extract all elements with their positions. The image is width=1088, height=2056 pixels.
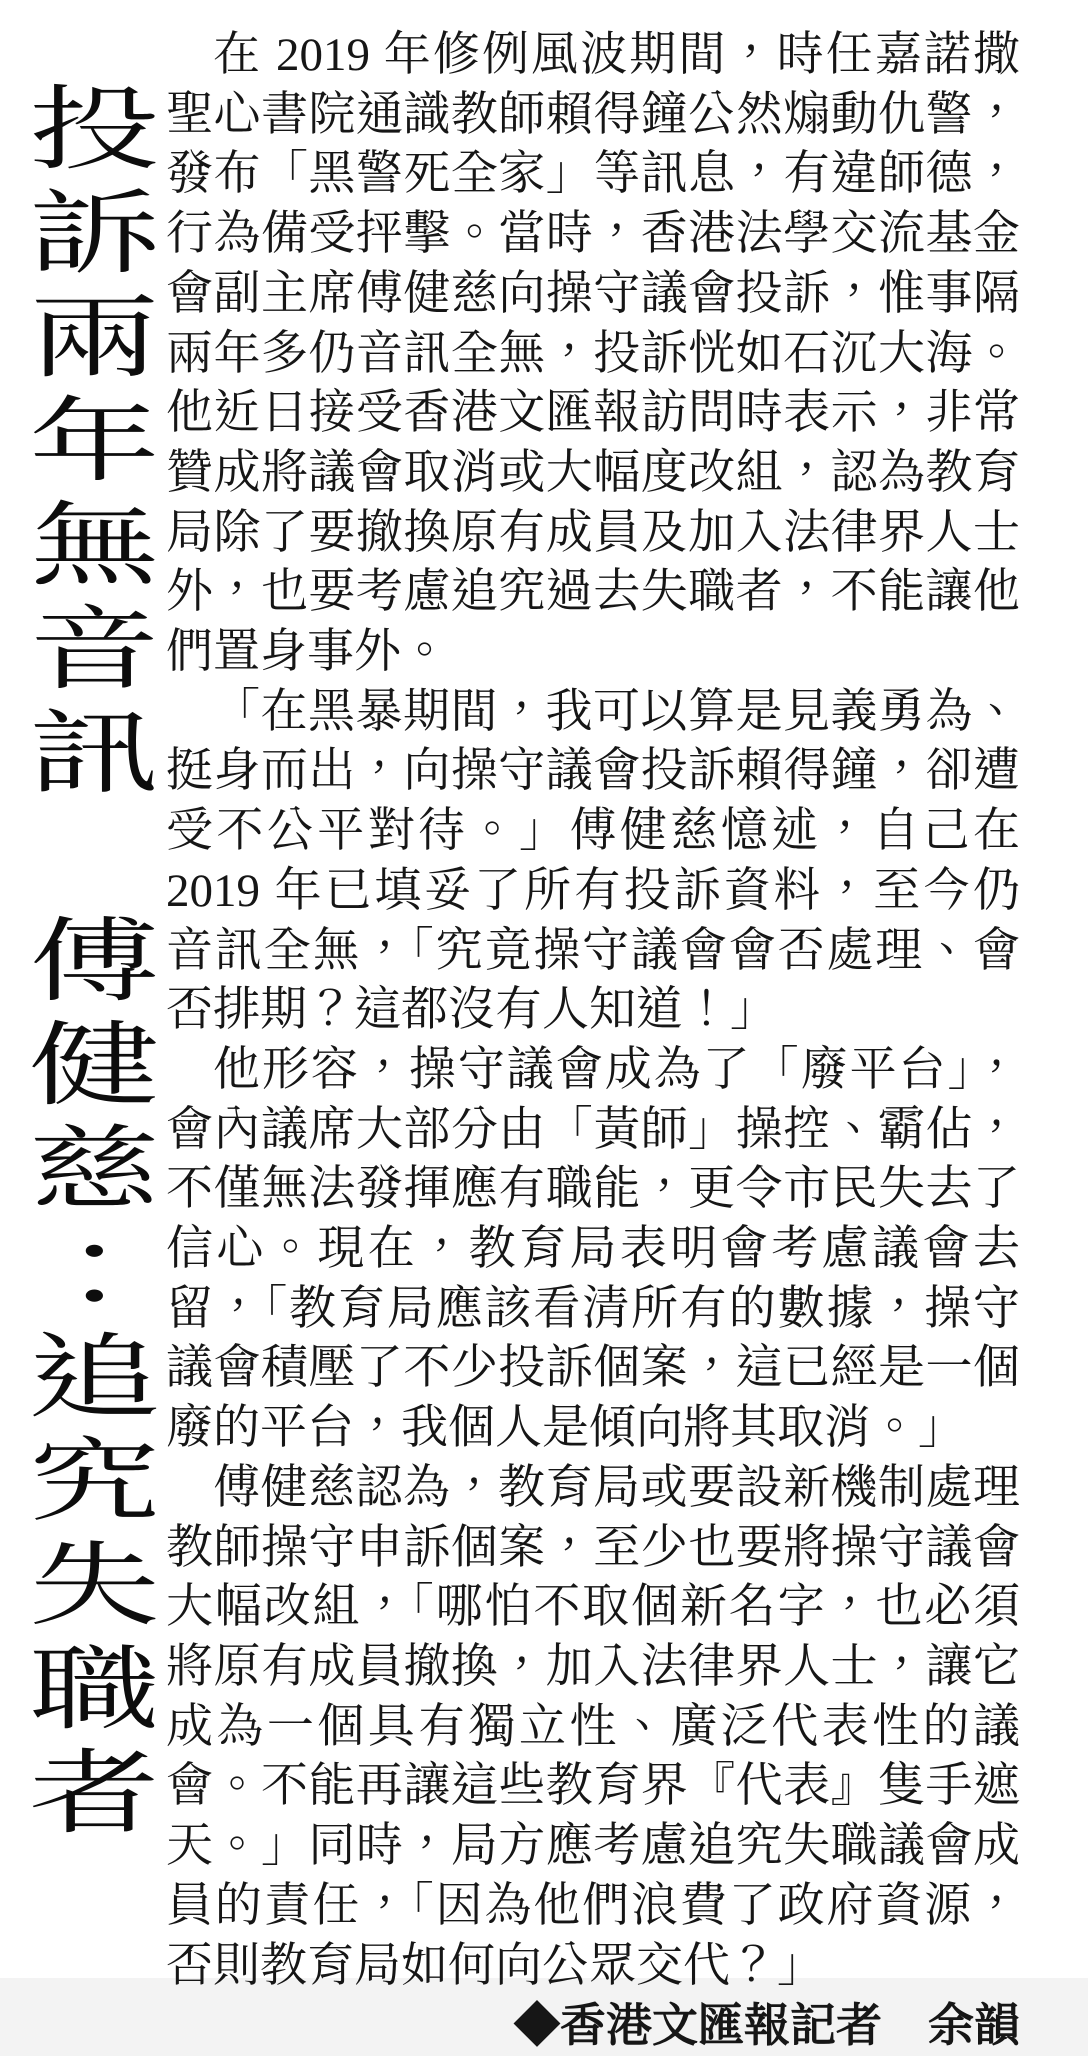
article-body: [166, 0, 1020, 2056]
diamond-icon: ◆: [514, 1999, 560, 2052]
paragraph-3: 他形容，操守議會成為了「廢平台」，會內議席大部分由「黃師」操控、霸佔，不僅無法發揮應有職能，更令市民失去了信心。現在，教育局表明會考慮議會去留，「教育局應該看清所有的數據，操守議會積壓了不少投訴個案，這已經是一個廢的平台，我個人是傾向將其取消。」: [166, 1043, 1020, 1455]
paragraph-4: 傅健慈認為，教育局或要設新機制處理教師操守申訴個案，至少也要將操守議會大幅改組，「哪怕不取個新名字，也必須將原有成員撤換，加入法律界人士，讓它成為一個具有獨立性、廣泛代表性的議會。不能再讓這些教育界『代表』隻手遮天。」同時，局方應考慮追究失職議會成員的責任，「因為他們浪費了政府資源，否則教育局如何向公眾交代？」: [166, 1461, 1020, 1992]
paragraph-1: 在 2019 年修例風波期間，時任嘉諾撒聖心書院通識教師賴得鐘公然煽動仇警，發布「黑警死全家」等訊息，有違師德，行為備受抨擊。當時，香港法學交流基金會副主席傅健慈向操守議會投訴，惟事隔兩年多仍音訊全無，投訴恍如石沉大海。他近日接受香港文匯報訪問時表示，非常贊成將議會取消或大幅度改組，認為教育局除了要撤換原有成員及加入法律界人士外，也要考慮追究過去失職者，不能讓他們置身事外。: [166, 29, 1020, 679]
byline: [166, 1996, 1020, 2056]
byline-text: 香港文匯報記者 余韻: [560, 1999, 1020, 2052]
vertical-headline: 投訴兩年無音訊 傅健慈：追究失職者: [10, 80, 156, 1848]
paragraph-2: 「在黑暴期間，我可以算是見義勇為、挺身而出，向操守議會投訴賴得鐘，卻遭受不公平對待。」傅健慈憶述，自己在 2019 年已填妥了所有投訴資料，至今仍音訊全無，「究竟操守議會會否處理、會否排期？這都沒有人知道！」: [166, 685, 1020, 1037]
